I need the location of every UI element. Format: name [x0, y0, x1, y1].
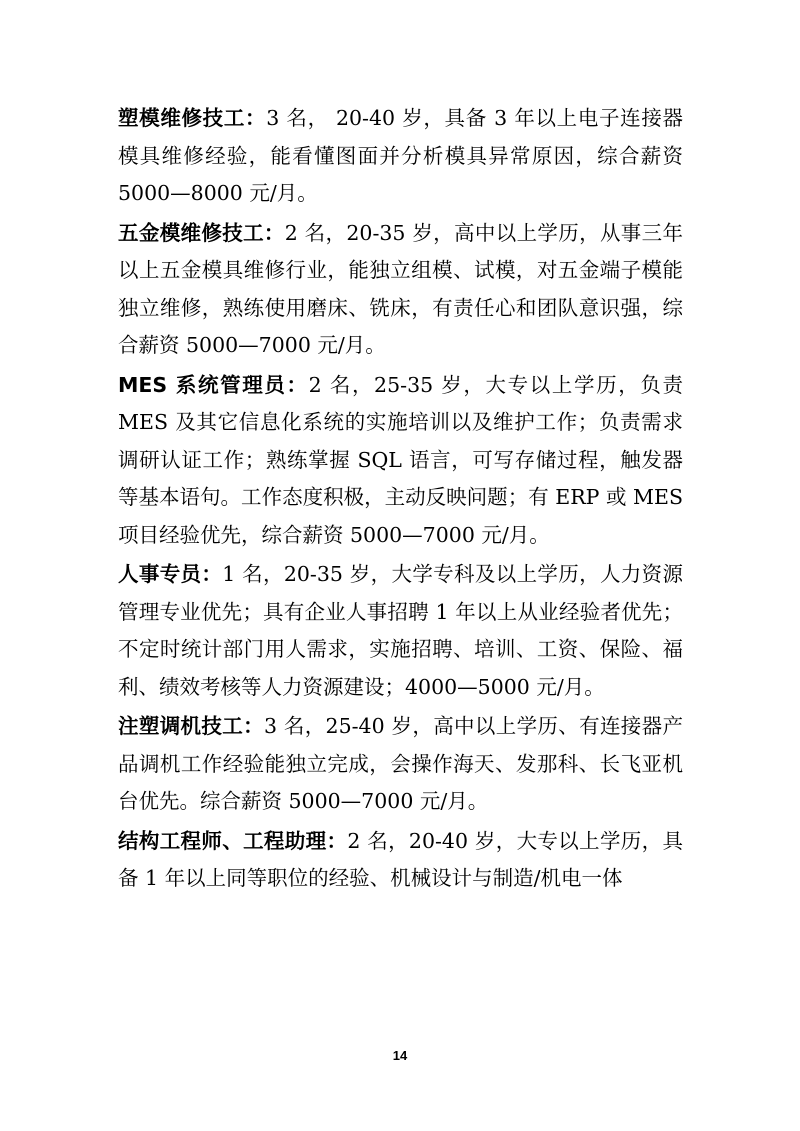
job-listing-structural-engineer — [118, 823, 683, 898]
job-title: 塑模维修技工： — [118, 106, 267, 130]
job-description: 3 名，25-40 岁，高中以上学历、有连接器产品调机工作经验能独立完成，会操作海天、发那科、长飞亚机台优先。综合薪资 5000—7000 元/月。 — [118, 714, 683, 813]
job-listing-injection-tuning — [118, 708, 683, 821]
job-description: 1 名，20-35 岁，大学专科及以上学历，人力资源管理专业优先；具有企业人事招聘 1 年以上从业经验者优先；不定时统计部门用人需求，实施招聘、培训、工资、保险、福利、绩效考核等人力资源建设；4000—5000 元/月。 — [118, 562, 683, 699]
job-listing-mold-repair — [118, 100, 683, 213]
job-title: 五金模维修技工： — [118, 220, 285, 245]
job-title: MES 系统管理员： — [118, 372, 309, 397]
job-listing-hardware-mold-repair — [118, 215, 683, 365]
page-number: 14 — [392, 1048, 408, 1063]
job-description: 2 名，20-35 岁，高中以上学历，从事三年以上五金模具维修行业，能独立组模、试模，对五金端子模能独立维修，熟练使用磨床、铣床，有责任心和团队意识强，综合薪资 5000—7000 元/月。 — [118, 220, 683, 357]
job-description: 3 名， 20-40 岁，具备 3 年以上电子连接器模具维修经验，能看懂图面并分析模具异常原因，综合薪资 5000—8000 元/月。 — [118, 106, 684, 205]
job-title: 注塑调机技工： — [118, 714, 264, 738]
job-title: 结构工程师、工程助理： — [118, 828, 348, 853]
job-title: 人事专员： — [118, 562, 223, 586]
job-description: 2 名，25-35 岁，大专以上学历，负责 MES 及其它信息化系统的实施培训以及维护工作；负责需求调研认证工作；熟练掌握 SQL 语言，可写存储过程，触发器等基本语句。工作态度积极，主动反映问题；有 ERP 或 MES 项目经验优先，综合薪资 5000—7000 元/月。 — [118, 372, 683, 547]
job-listing-hr-specialist — [118, 556, 683, 706]
job-description: 2 名，20-40 岁，大专以上学历，具备 1 年以上同等职位的经验、机械设计与制造/机电一体 — [118, 828, 683, 890]
job-listing-mes-admin — [118, 367, 683, 555]
document-page — [118, 100, 683, 898]
